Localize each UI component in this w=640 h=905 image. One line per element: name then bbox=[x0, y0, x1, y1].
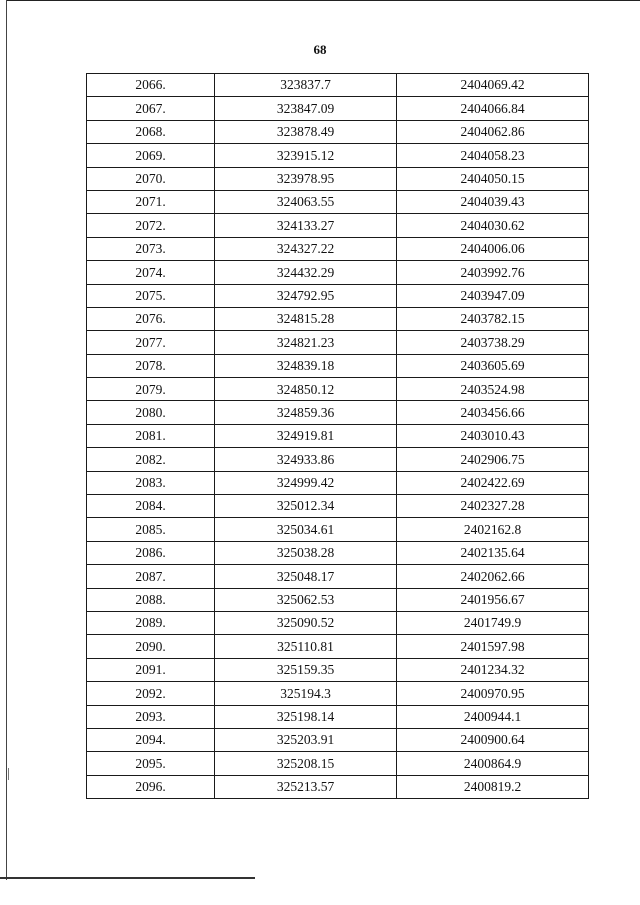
table-row bbox=[87, 682, 589, 705]
x-coordinate-cell: 325110.81 bbox=[215, 635, 397, 658]
point-number-cell: 2093. bbox=[87, 705, 215, 728]
scan-edge-bottom bbox=[0, 877, 255, 879]
table-row bbox=[87, 565, 589, 588]
point-number-cell: 2081. bbox=[87, 424, 215, 447]
x-coordinate-cell: 324327.22 bbox=[215, 237, 397, 260]
table-row bbox=[87, 190, 589, 213]
table-row bbox=[87, 424, 589, 447]
table-row bbox=[87, 354, 589, 377]
y-coordinate-cell: 2403605.69 bbox=[397, 354, 589, 377]
table-row bbox=[87, 331, 589, 354]
table-row bbox=[87, 541, 589, 564]
scan-edge-left bbox=[6, 0, 7, 880]
y-coordinate-cell: 2402162.8 bbox=[397, 518, 589, 541]
table-row bbox=[87, 518, 589, 541]
x-coordinate-cell: 324839.18 bbox=[215, 354, 397, 377]
x-coordinate-cell: 325038.28 bbox=[215, 541, 397, 564]
table-row bbox=[87, 705, 589, 728]
y-coordinate-cell: 2404050.15 bbox=[397, 167, 589, 190]
x-coordinate-cell: 323978.95 bbox=[215, 167, 397, 190]
table-row bbox=[87, 658, 589, 681]
y-coordinate-cell: 2403947.09 bbox=[397, 284, 589, 307]
y-coordinate-cell: 2404069.42 bbox=[397, 74, 589, 97]
x-coordinate-cell: 324933.86 bbox=[215, 448, 397, 471]
table-row bbox=[87, 120, 589, 143]
table-row bbox=[87, 635, 589, 658]
table-row bbox=[87, 495, 589, 518]
y-coordinate-cell: 2403738.29 bbox=[397, 331, 589, 354]
point-number-cell: 2079. bbox=[87, 378, 215, 401]
y-coordinate-cell: 2402135.64 bbox=[397, 541, 589, 564]
x-coordinate-cell: 325048.17 bbox=[215, 565, 397, 588]
y-coordinate-cell: 2402422.69 bbox=[397, 471, 589, 494]
y-coordinate-cell: 2403992.76 bbox=[397, 261, 589, 284]
point-number-cell: 2070. bbox=[87, 167, 215, 190]
table-row bbox=[87, 611, 589, 634]
y-coordinate-cell: 2400864.9 bbox=[397, 752, 589, 775]
x-coordinate-cell: 324850.12 bbox=[215, 378, 397, 401]
x-coordinate-cell: 323847.09 bbox=[215, 97, 397, 120]
x-coordinate-cell: 324919.81 bbox=[215, 424, 397, 447]
point-number-cell: 2089. bbox=[87, 611, 215, 634]
x-coordinate-cell: 324999.42 bbox=[215, 471, 397, 494]
table-row bbox=[87, 214, 589, 237]
y-coordinate-cell: 2404030.62 bbox=[397, 214, 589, 237]
table-row bbox=[87, 752, 589, 775]
x-coordinate-cell: 324821.23 bbox=[215, 331, 397, 354]
point-number-cell: 2077. bbox=[87, 331, 215, 354]
table-row bbox=[87, 167, 589, 190]
y-coordinate-cell: 2402327.28 bbox=[397, 495, 589, 518]
y-coordinate-cell: 2400944.1 bbox=[397, 705, 589, 728]
x-coordinate-cell: 325194.3 bbox=[215, 682, 397, 705]
y-coordinate-cell: 2402906.75 bbox=[397, 448, 589, 471]
x-coordinate-cell: 325090.52 bbox=[215, 611, 397, 634]
y-coordinate-cell: 2403456.66 bbox=[397, 401, 589, 424]
y-coordinate-cell: 2403010.43 bbox=[397, 424, 589, 447]
point-number-cell: 2068. bbox=[87, 120, 215, 143]
point-number-cell: 2076. bbox=[87, 307, 215, 330]
y-coordinate-cell: 2400970.95 bbox=[397, 682, 589, 705]
y-coordinate-cell: 2404058.23 bbox=[397, 144, 589, 167]
table-row bbox=[87, 401, 589, 424]
x-coordinate-cell: 325062.53 bbox=[215, 588, 397, 611]
page-number: 68 bbox=[313, 42, 327, 57]
table-row bbox=[87, 588, 589, 611]
table-row bbox=[87, 448, 589, 471]
point-number-cell: 2071. bbox=[87, 190, 215, 213]
x-coordinate-cell: 325198.14 bbox=[215, 705, 397, 728]
point-number-cell: 2069. bbox=[87, 144, 215, 167]
table-row bbox=[87, 471, 589, 494]
y-coordinate-cell: 2404039.43 bbox=[397, 190, 589, 213]
x-coordinate-cell: 323915.12 bbox=[215, 144, 397, 167]
y-coordinate-cell: 2401956.67 bbox=[397, 588, 589, 611]
table-row bbox=[87, 74, 589, 97]
point-number-cell: 2096. bbox=[87, 775, 215, 798]
y-coordinate-cell: 2401597.98 bbox=[397, 635, 589, 658]
point-number-cell: 2078. bbox=[87, 354, 215, 377]
y-coordinate-cell: 2404062.86 bbox=[397, 120, 589, 143]
x-coordinate-cell: 324815.28 bbox=[215, 307, 397, 330]
x-coordinate-cell: 325034.61 bbox=[215, 518, 397, 541]
coordinates-table-body bbox=[87, 74, 589, 799]
x-coordinate-cell: 324432.29 bbox=[215, 261, 397, 284]
y-coordinate-cell: 2401234.32 bbox=[397, 658, 589, 681]
y-coordinate-cell: 2404006.06 bbox=[397, 237, 589, 260]
x-coordinate-cell: 325012.34 bbox=[215, 495, 397, 518]
point-number-cell: 2080. bbox=[87, 401, 215, 424]
point-number-cell: 2083. bbox=[87, 471, 215, 494]
y-coordinate-cell: 2404066.84 bbox=[397, 97, 589, 120]
point-number-cell: 2067. bbox=[87, 97, 215, 120]
x-coordinate-cell: 325159.35 bbox=[215, 658, 397, 681]
point-number-cell: 2087. bbox=[87, 565, 215, 588]
table-row bbox=[87, 144, 589, 167]
table-row bbox=[87, 261, 589, 284]
y-coordinate-cell: 2403524.98 bbox=[397, 378, 589, 401]
table-row bbox=[87, 307, 589, 330]
x-coordinate-cell: 323837.7 bbox=[215, 74, 397, 97]
point-number-cell: 2092. bbox=[87, 682, 215, 705]
x-coordinate-cell: 325203.91 bbox=[215, 728, 397, 751]
point-number-cell: 2073. bbox=[87, 237, 215, 260]
table-row bbox=[87, 378, 589, 401]
x-coordinate-cell: 325213.57 bbox=[215, 775, 397, 798]
table-row bbox=[87, 728, 589, 751]
x-coordinate-cell: 325208.15 bbox=[215, 752, 397, 775]
point-number-cell: 2095. bbox=[87, 752, 215, 775]
point-number-cell: 2082. bbox=[87, 448, 215, 471]
point-number-cell: 2072. bbox=[87, 214, 215, 237]
point-number-cell: 2085. bbox=[87, 518, 215, 541]
scan-mark bbox=[8, 768, 9, 780]
scan-edge-top bbox=[6, 0, 640, 1]
y-coordinate-cell: 2401749.9 bbox=[397, 611, 589, 634]
x-coordinate-cell: 323878.49 bbox=[215, 120, 397, 143]
point-number-cell: 2094. bbox=[87, 728, 215, 751]
x-coordinate-cell: 324859.36 bbox=[215, 401, 397, 424]
table-row bbox=[87, 97, 589, 120]
x-coordinate-cell: 324792.95 bbox=[215, 284, 397, 307]
coordinates-table bbox=[86, 73, 589, 799]
point-number-cell: 2075. bbox=[87, 284, 215, 307]
y-coordinate-cell: 2403782.15 bbox=[397, 307, 589, 330]
y-coordinate-cell: 2400819.2 bbox=[397, 775, 589, 798]
y-coordinate-cell: 2400900.64 bbox=[397, 728, 589, 751]
table-row bbox=[87, 237, 589, 260]
point-number-cell: 2086. bbox=[87, 541, 215, 564]
point-number-cell: 2088. bbox=[87, 588, 215, 611]
point-number-cell: 2066. bbox=[87, 74, 215, 97]
table-row bbox=[87, 284, 589, 307]
x-coordinate-cell: 324063.55 bbox=[215, 190, 397, 213]
point-number-cell: 2074. bbox=[87, 261, 215, 284]
point-number-cell: 2090. bbox=[87, 635, 215, 658]
point-number-cell: 2091. bbox=[87, 658, 215, 681]
table-row bbox=[87, 775, 589, 798]
x-coordinate-cell: 324133.27 bbox=[215, 214, 397, 237]
y-coordinate-cell: 2402062.66 bbox=[397, 565, 589, 588]
point-number-cell: 2084. bbox=[87, 495, 215, 518]
